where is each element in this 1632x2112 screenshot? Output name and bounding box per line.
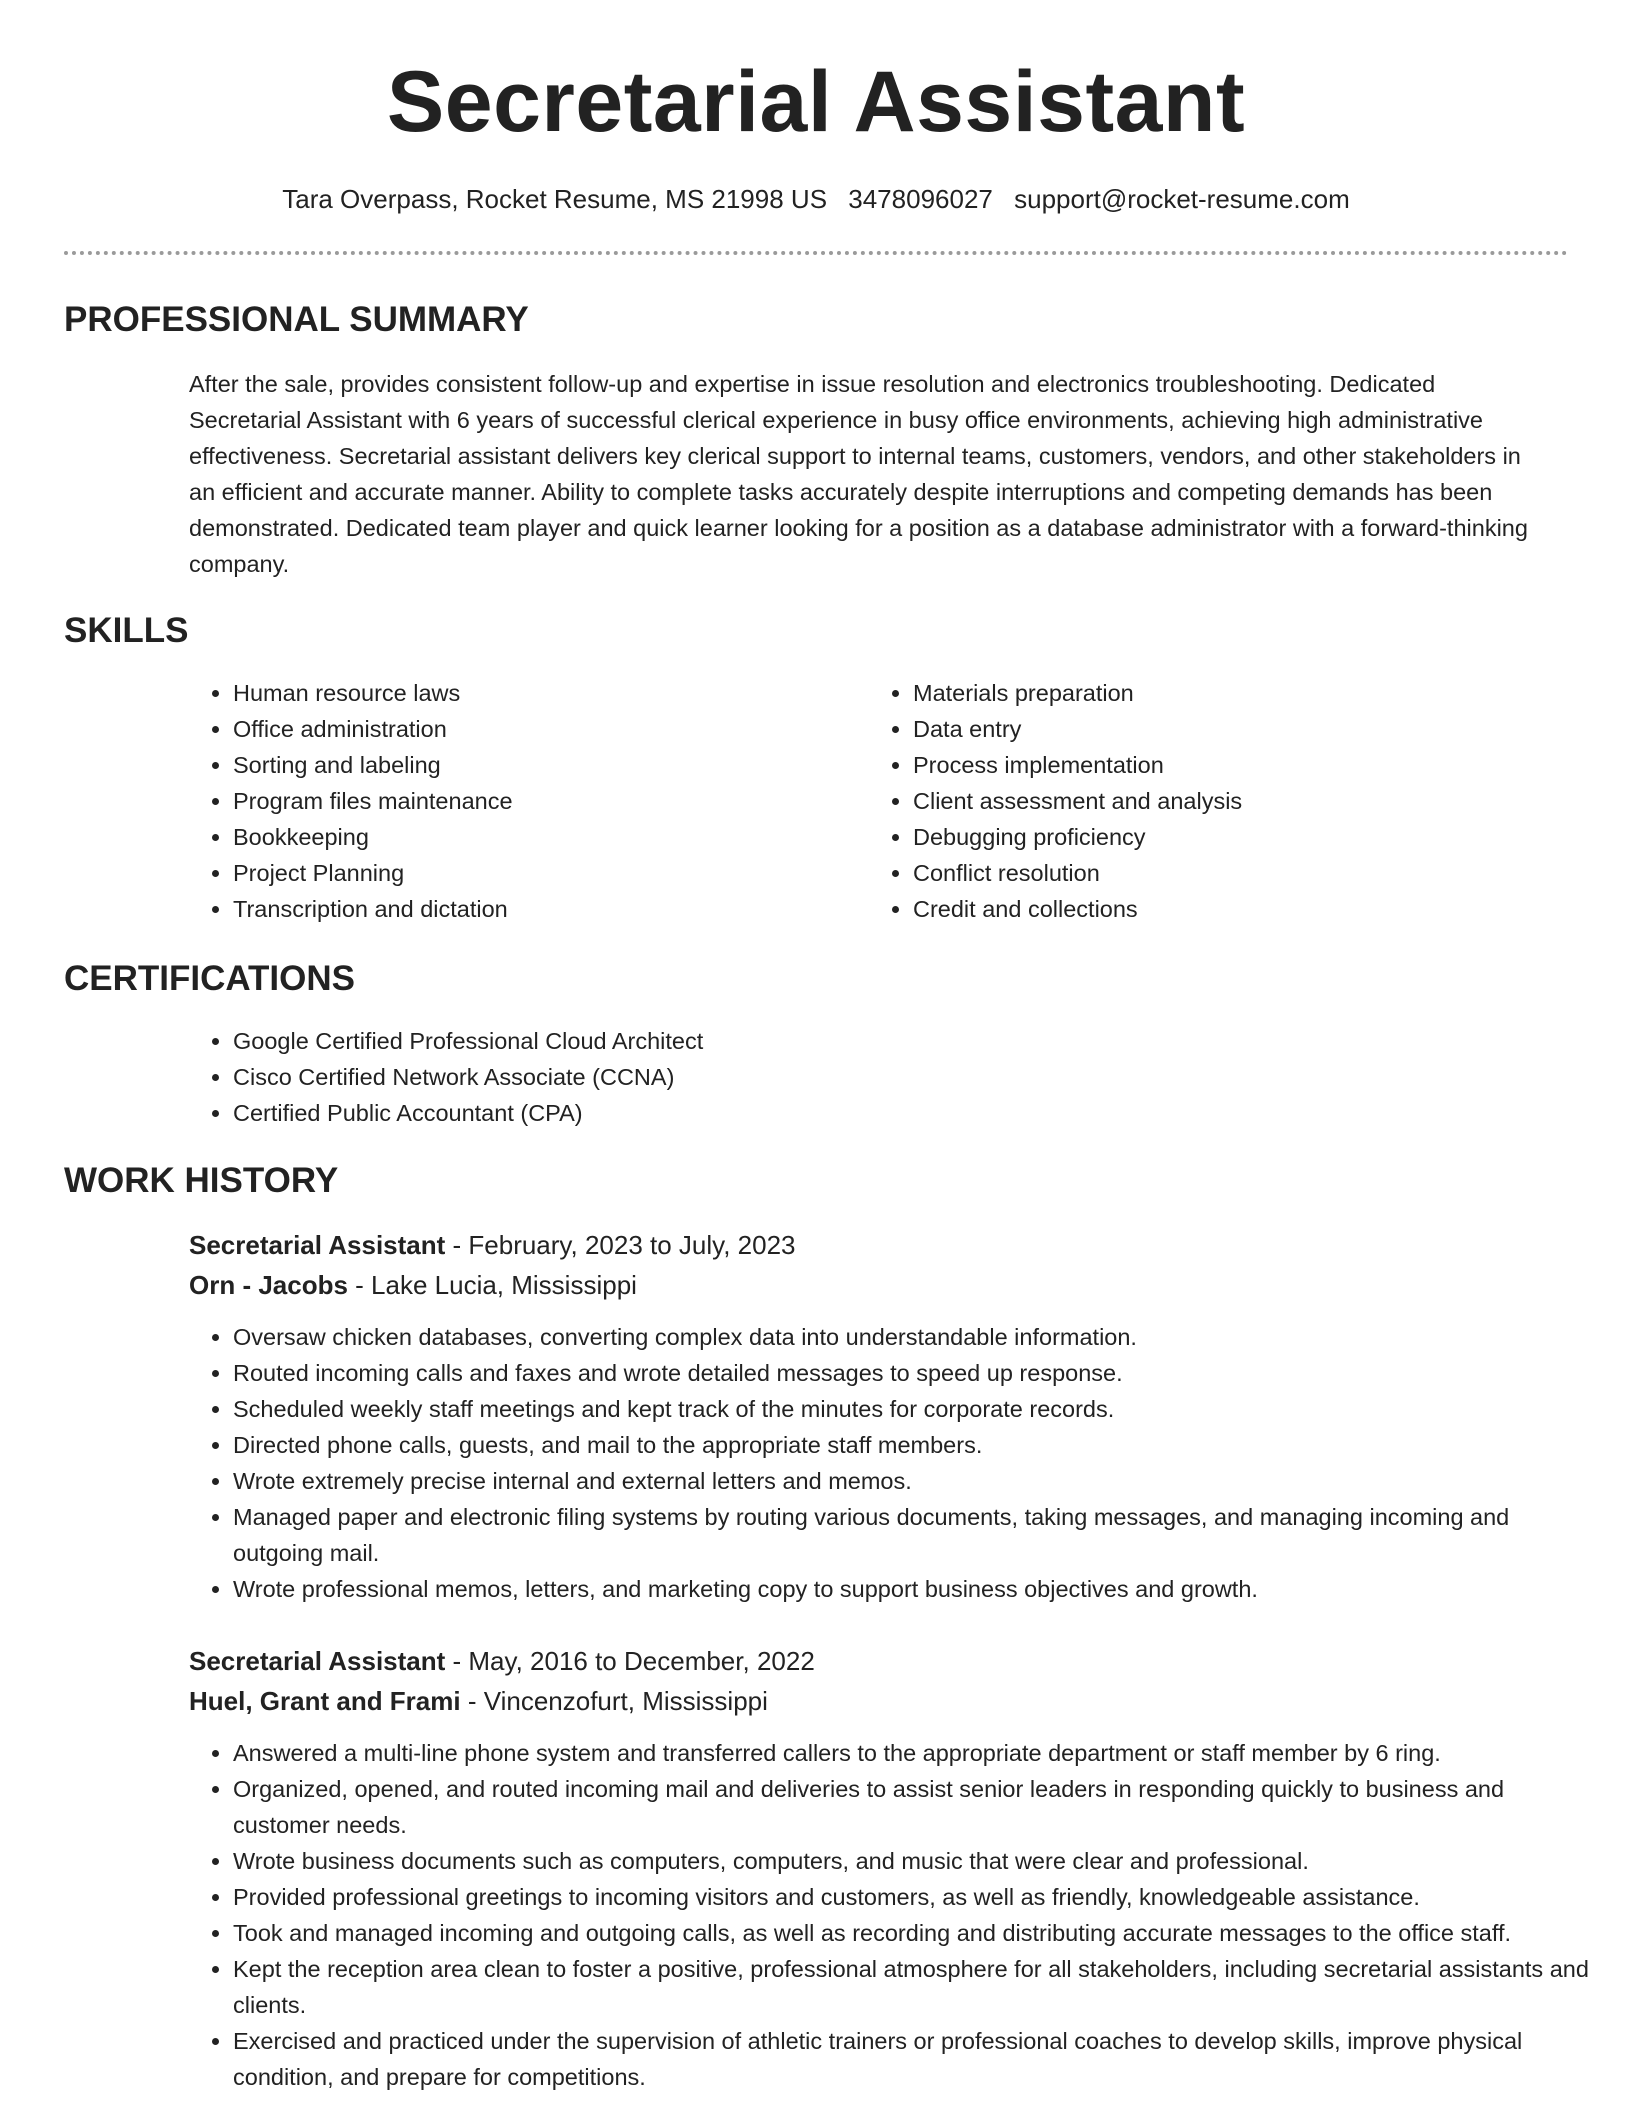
job-role: Secretarial Assistant bbox=[189, 1646, 446, 1676]
job-role: Secretarial Assistant bbox=[189, 1230, 446, 1260]
skill-item: • Program files maintenance bbox=[233, 783, 853, 819]
job-title-line bbox=[189, 1641, 815, 1681]
job-bullet: • Routed incoming calls and faxes and wrote detailed messages to speed up response. bbox=[233, 1355, 1593, 1391]
job-bullet: • Wrote business documents such as computers, computers, and music that were clear and professional. bbox=[233, 1843, 1593, 1879]
resume-title: Secretarial Assistant bbox=[386, 54, 1246, 150]
skill-item: • Data entry bbox=[913, 711, 1573, 747]
header-divider bbox=[64, 251, 1568, 255]
job-bullet: • Wrote extremely precise internal and external letters and memos. bbox=[233, 1463, 1593, 1499]
skill-item: • Debugging proficiency bbox=[913, 819, 1573, 855]
job-dates: - February, 2023 to July, 2023 bbox=[445, 1230, 796, 1260]
job-company-line bbox=[189, 1681, 768, 1721]
job-bullet: • Provided professional greetings to incoming visitors and customers, as well as friendly, knowledgeable assistance. bbox=[233, 1879, 1593, 1915]
job-company-line bbox=[189, 1265, 637, 1305]
job-dates: - May, 2016 to December, 2022 bbox=[445, 1646, 815, 1676]
skill-item: • Client assessment and analysis bbox=[913, 783, 1573, 819]
job-bullets bbox=[189, 1735, 1593, 2095]
skill-item: • Project Planning bbox=[233, 855, 853, 891]
job-bullet: • Managed paper and electronic filing systems by routing various documents, taking messages, and managing incoming and outgoing mail. bbox=[233, 1499, 1593, 1571]
job-location: - Lake Lucia, Mississippi bbox=[347, 1270, 637, 1300]
skill-item: • Credit and collections bbox=[913, 891, 1573, 927]
job-bullet: • Answered a multi-line phone system and transferred callers to the appropriate department or staff member by 6 ring. bbox=[233, 1735, 1593, 1771]
job-bullet: • Scheduled weekly staff meetings and kept track of the minutes for corporate records. bbox=[233, 1391, 1593, 1427]
certification-item: • Google Certified Professional Cloud Architect bbox=[233, 1023, 1593, 1059]
skill-item: • Conflict resolution bbox=[913, 855, 1573, 891]
certifications-list bbox=[189, 1023, 1593, 1131]
skills-list-left bbox=[189, 675, 853, 927]
skill-item: • Transcription and dictation bbox=[233, 891, 853, 927]
skill-item: • Office administration bbox=[233, 711, 853, 747]
job-bullet: • Exercised and practiced under the supervision of athletic trainers or professional coaches to develop skills, improve physical condition, and prepare for competitions. bbox=[233, 2023, 1593, 2095]
job-bullet: • Directed phone calls, guests, and mail to the appropriate staff members. bbox=[233, 1427, 1593, 1463]
job-bullet: • Wrote professional memos, letters, and marketing copy to support business objectives and growth. bbox=[233, 1571, 1593, 1607]
job-bullet: • Organized, opened, and routed incoming mail and deliveries to assist senior leaders in responding quickly to business and customer needs. bbox=[233, 1771, 1593, 1843]
certification-item: • Certified Public Accountant (CPA) bbox=[233, 1095, 1593, 1131]
skill-item: • Sorting and labeling bbox=[233, 747, 853, 783]
address-text: Tara Overpass, Rocket Resume, MS 21998 US bbox=[282, 184, 828, 214]
certification-item: • Cisco Certified Network Associate (CCNA) bbox=[233, 1059, 1593, 1095]
contact-line bbox=[0, 181, 1632, 217]
job-company: Huel, Grant and Frami bbox=[189, 1686, 461, 1716]
skills-heading: SKILLS bbox=[64, 611, 189, 650]
summary-heading: PROFESSIONAL SUMMARY bbox=[64, 300, 529, 339]
work-history-heading: WORK HISTORY bbox=[64, 1161, 339, 1200]
job-company: Orn - Jacobs bbox=[189, 1270, 348, 1300]
skill-item: • Process implementation bbox=[913, 747, 1573, 783]
certifications-heading: CERTIFICATIONS bbox=[64, 959, 356, 998]
summary-text: After the sale, provides consistent follow-up and expertise in issue resolution and electronics troubleshooting. Dedicated Secretarial Assistant with 6 years of successful clerical experience in busy office environments, achieving high administrative effectiveness. Secretarial assistant delivers key clerical support to internal teams, customers, vendors, and other stakeholders in an efficient and accurate manner. Ability to complete tasks accurately despite interruptions and competing demands has been demonstrated. Dedicated team player and quick learner looking for a position as a database administrator with a forward-thinking company. bbox=[189, 371, 1528, 577]
job-location: - Vincenzofurt, Mississippi bbox=[460, 1686, 768, 1716]
skill-item: • Bookkeeping bbox=[233, 819, 853, 855]
skill-item: • Human resource laws bbox=[233, 675, 853, 711]
phone-text: 3478096027 bbox=[848, 184, 993, 214]
job-bullet: • Kept the reception area clean to foster a positive, professional atmosphere for all stakeholders, including secretarial assistants and clients. bbox=[233, 1951, 1593, 2023]
job-bullets bbox=[189, 1319, 1593, 1607]
skill-item: • Materials preparation bbox=[913, 675, 1573, 711]
email-link[interactable]: support@rocket-resume.com bbox=[1014, 184, 1350, 214]
job-bullet: • Took and managed incoming and outgoing calls, as well as recording and distributing accurate messages to the office staff. bbox=[233, 1915, 1593, 1951]
job-bullet: • Oversaw chicken databases, converting complex data into understandable information. bbox=[233, 1319, 1593, 1355]
skills-list-right bbox=[869, 675, 1573, 927]
job-title-line bbox=[189, 1225, 796, 1265]
